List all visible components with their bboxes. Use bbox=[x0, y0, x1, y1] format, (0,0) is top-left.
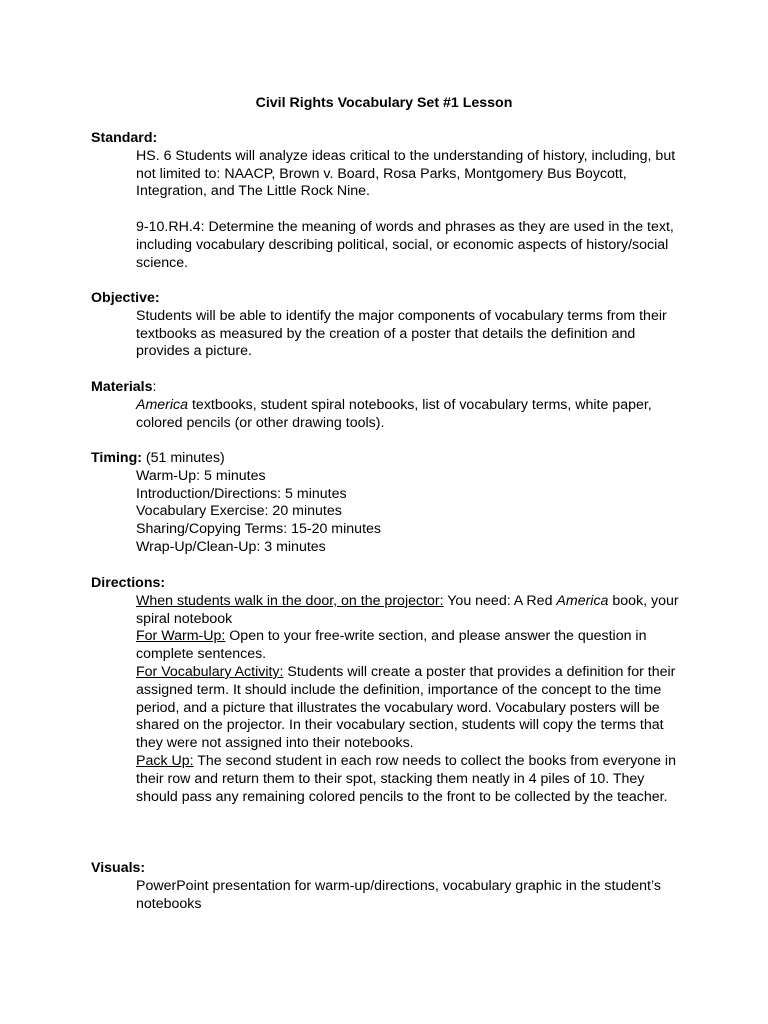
visuals-text: PowerPoint presentation for warm-up/directions, vocabulary graphic in the student’s notebooks bbox=[136, 877, 661, 912]
timing-total: (51 minutes) bbox=[141, 450, 225, 466]
materials-heading: Materials bbox=[91, 379, 153, 395]
direction-projector bbox=[91, 593, 686, 629]
direction-pack-up-text: The second student in each row needs to collect the books from everyone in their row and return them to their spot, stacking them neatly in 4 piles of 10. They should pass any remaining colored pencils to the front to be collected by the teacher. bbox=[136, 752, 676, 805]
directions-section bbox=[91, 575, 691, 806]
visuals-heading: Visuals: bbox=[91, 860, 146, 876]
timing-item: Vocabulary Exercise: 20 minutes bbox=[136, 503, 342, 520]
direction-projector-text: You need: A Red bbox=[443, 592, 557, 609]
materials-list: textbooks, student spiral notebooks, list of vocabulary terms, white paper, colored pencils (or other drawing tools). bbox=[136, 396, 652, 431]
timing-section bbox=[91, 450, 691, 557]
visuals-section bbox=[91, 860, 691, 913]
materials-colon: : bbox=[152, 379, 157, 395]
direction-warm-up-text: Open to your free-write section, and please answer the question in complete sentences. bbox=[136, 628, 647, 663]
page-title: Civil Rights Vocabulary Set #1 Lesson bbox=[255, 95, 513, 111]
standard-paragraph-1: HS. 6 Students will analyze ideas critical to the understanding of history, including, but not limited to: NAACP, Brown v. Board, Rosa Parks, Montgomery Bus Boycott, Integration, and The Little Rock Nine. bbox=[136, 147, 676, 200]
timing-item: Wrap-Up/Clean-Up: 3 minutes bbox=[136, 538, 326, 555]
direction-vocabulary-label: For Vocabulary Activity: bbox=[136, 663, 284, 680]
standard-heading: Standard: bbox=[91, 130, 158, 146]
objective-text: Students will be able to identify the major components of vocabulary terms from their textbooks as measured by the creation of a poster that details the definition and provides a picture. bbox=[136, 307, 667, 360]
direction-warm-up bbox=[91, 628, 686, 664]
standard-section bbox=[91, 130, 691, 272]
timing-item: Warm-Up: 5 minutes bbox=[136, 467, 266, 484]
timing-heading-line bbox=[91, 450, 691, 468]
materials-book-title: America bbox=[136, 396, 189, 413]
standard-paragraph-2: 9-10.RH.4: Determine the meaning of words and phrases as they are used in the text, including vocabulary describing political, social, or economic aspects of history/social science. bbox=[136, 218, 674, 271]
direction-pack-up-label: Pack Up: bbox=[136, 752, 194, 769]
direction-vocabulary-text: Students will create a poster that provides a definition for their assigned term. It should include the definition, importance of the concept to the time period, and a picture that illustrates the vocabulary word. Vocabulary posters will be shared on the projector. In their vocabulary section, students will copy the terms that they were not assigned into their notebooks. bbox=[136, 663, 676, 752]
direction-book-title: America bbox=[556, 592, 609, 609]
timing-item: Introduction/Directions: 5 minutes bbox=[136, 485, 347, 502]
materials-heading-line bbox=[91, 379, 691, 397]
timing-heading: Timing: bbox=[91, 450, 142, 466]
direction-warm-up-label: For Warm-Up: bbox=[136, 628, 226, 645]
direction-projector-label: When students walk in the door, on the projector: bbox=[136, 592, 444, 609]
materials-text bbox=[91, 397, 686, 433]
direction-vocabulary-activity bbox=[91, 664, 686, 753]
materials-section bbox=[91, 379, 691, 432]
objective-heading: Objective: bbox=[91, 290, 160, 306]
direction-projector-text-end: book, your spiral notebook bbox=[136, 592, 679, 627]
directions-heading: Directions: bbox=[91, 575, 166, 591]
timing-item: Sharing/Copying Terms: 15-20 minutes bbox=[136, 521, 381, 538]
direction-pack-up bbox=[91, 753, 686, 806]
objective-section bbox=[91, 290, 691, 361]
